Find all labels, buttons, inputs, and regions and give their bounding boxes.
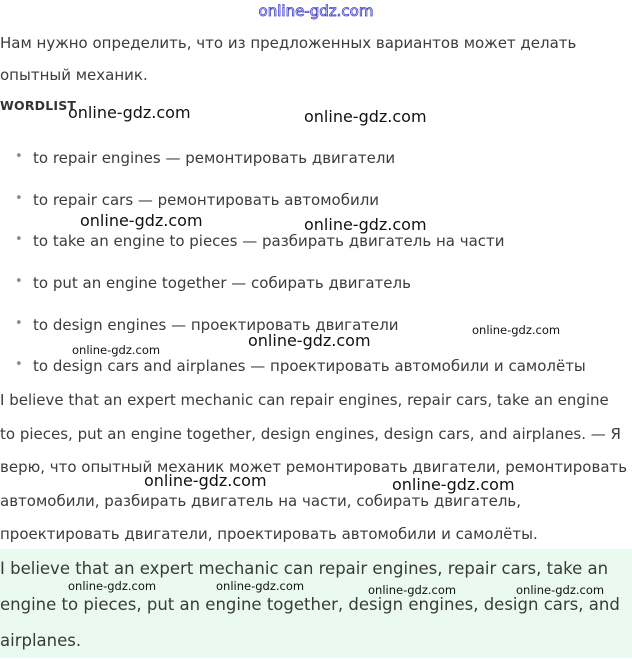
wordlist-item: • to take an engine to pieces — разбирать двигатель на части: [33, 232, 505, 250]
watermark: online-gdz.com: [68, 579, 157, 593]
watermark: online-gdz.com: [472, 323, 561, 337]
final-answer-text: I believe that an expert mechanic can repair engines, repair cars, take an engine to pieces, put an engine together, design engines, design cars, and airplanes.: [0, 559, 620, 650]
wordlist-item: • to design engines — проектировать двигатели: [33, 316, 399, 334]
watermark: online-gdz.com: [68, 103, 191, 122]
watermark: online-gdz.com: [72, 343, 161, 357]
watermark: online-gdz.com: [144, 471, 267, 490]
watermark: online-gdz.com: [516, 583, 605, 597]
watermark: online-gdz.com: [304, 215, 427, 234]
wordlist-heading: WORDLIST: [0, 98, 77, 113]
watermark: online-gdz.com: [392, 475, 515, 494]
answer-with-translation: I believe that an expert mechanic can repair engines, repair cars, take an engine to pieces, put an engine together, design engines, design cars, and airplanes. — Я верю, что опытный механик может ремонтировать двигатели, ремонтировать автомобили, разбирать двигатель на части, собирать двигатель, проектировать двигатели, проектировать автомобили и самолёты.: [0, 391, 628, 543]
watermark: online-gdz.com: [368, 583, 457, 597]
wordlist-item: • to design cars and airplanes — проектировать автомобили и самолёты: [33, 357, 586, 375]
intro-paragraph: Нам нужно определить, что из предложенных вариантов может делать опытный механик.: [0, 34, 577, 84]
watermark: online-gdz.com: [304, 107, 427, 126]
wordlist-item: • to repair cars — ремонтировать автомобили: [33, 191, 379, 209]
wordlist-item: • to put an engine together — собирать двигатель: [33, 274, 411, 292]
top-watermark: online-gdz.com: [258, 2, 374, 20]
watermark: online-gdz.com: [248, 331, 371, 350]
watermark: online-gdz.com: [80, 211, 203, 230]
wordlist-item: • to repair engines — ремонтировать двигатели: [33, 149, 395, 167]
watermark: online-gdz.com: [216, 579, 305, 593]
